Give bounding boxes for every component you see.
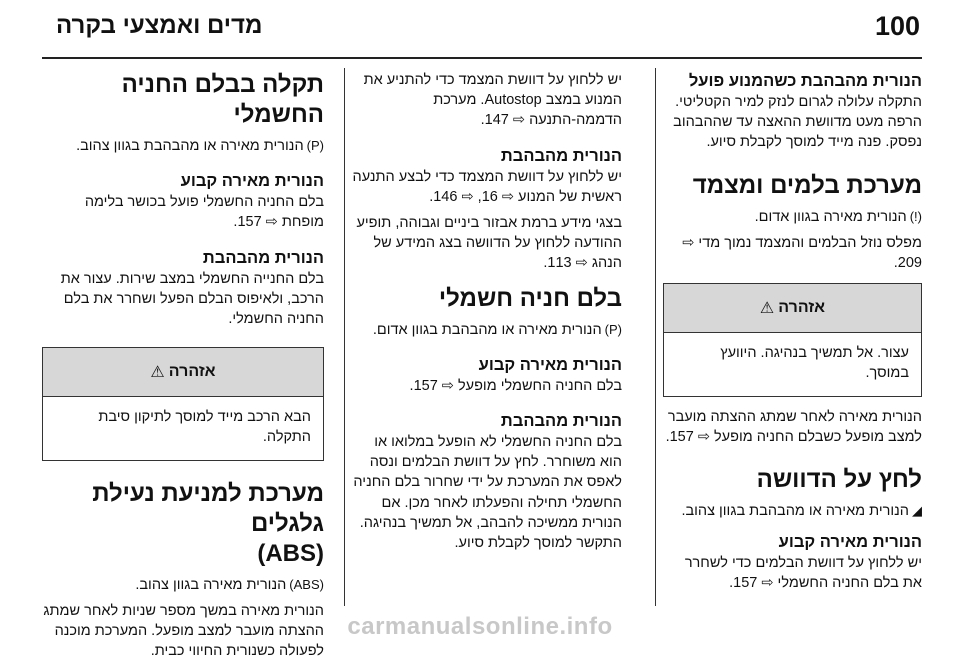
warning-text: עצור. אל תמשיך בנהיגה. היוועץ במוסך. <box>720 345 909 382</box>
chapter-title: מדים ואמצעי בקרה <box>56 12 263 39</box>
warning-box-fault <box>42 347 324 460</box>
heading-fault-steady: הנורית מאירה קבוע <box>180 172 324 191</box>
column-divider-right <box>655 68 656 606</box>
heading-pedal-steady: הנורית מאירה קבוע <box>778 533 922 552</box>
warning-triangle-icon: ⚠ <box>759 300 775 318</box>
heading-blink-2: הנורית מהבהבת <box>500 412 622 431</box>
text-park-active: התקלה עלולה לגרום לנזק למיר הקטליטי. הרפה מעט מדוושת ההאצה עד שההבהוב נפסק. פנה מייד למוסך לקבלת סיוע. <box>673 94 922 151</box>
text-blink-1b: בצגי מידע ברמת אבזור ביניים וגבוהה, תופיע ההודעה ללחוץ על הדוושה בצג המידע של הנהג ⇨ 113. <box>356 215 622 272</box>
column-left <box>42 70 324 661</box>
column-right <box>663 70 922 594</box>
heading-steady: הנורית מאירה קבוע <box>478 355 622 374</box>
text-brake-clutch-2: מפלס נוזל הבלמים והמצמד נמוך מדי ⇨ 209. <box>682 234 922 272</box>
warning-text: הבא הרכב מייד למוסך לתיקון סיבת התקלה. <box>98 409 311 446</box>
pedal-icon: ◢ <box>912 503 922 519</box>
heading-brake-fault: תקלה בבלם החניה החשמלי <box>121 71 324 128</box>
watermark: carmanualsonline.info <box>347 613 613 640</box>
heading-blink-1: הנורית מהבהבת <box>500 146 622 165</box>
text-brake-clutch-1: (!)הנורית מאירה בגוון אדום. <box>663 207 922 227</box>
text-steady: בלם החניה החשמלי מופעל ⇨ 157. <box>409 377 622 394</box>
column-divider-left <box>344 68 345 606</box>
text-blink-2: בלם החניה החשמלי לא הופעל במלואו או הוא משוחרר. לחץ על דוושת הבלמים ונסה לאפס את המערכת על ידי שחרור בלם החניה החשמלי תחילה והפעלתו לאחר מכן. אם הנורית ממשיכה להבהב, אל תמשיך בנהיגה. התקשר למוסך לקבלת סיוע. <box>353 434 622 552</box>
text-after-warning: הנורית מאירה לאחר שמתג ההצתה מועבר למצב מופעל כשבלם החניה מופעל ⇨ 157. <box>665 408 922 445</box>
heading-fault-blink: הנורית מהבהבת <box>202 248 324 267</box>
heading-park-active: הנורית מהבהבת כשהמנוע פועל <box>688 72 922 90</box>
warning-header: אזהרה ⚠ <box>664 284 921 333</box>
column-middle <box>352 70 622 553</box>
heading-abs-line2: (ABS) <box>257 539 324 567</box>
warning-triangle-icon: ⚠ <box>150 364 165 382</box>
heading-press-pedal: לחץ על הדוושה <box>756 466 922 494</box>
page-header <box>0 0 960 52</box>
warning-box-brake <box>663 283 922 396</box>
heading-brake-clutch: מערכת בלמים ומצמד <box>692 171 922 199</box>
text-fault-steady: בלם החניה החשמלי פועל בכושר בלימה מופחת ⇨ 157. <box>84 194 324 231</box>
page-number: 100 <box>874 10 920 41</box>
brake-fault-icon: (P) <box>306 138 324 153</box>
text-blink-1: יש ללחוץ על דוושת המצמד כדי לבצע התנעה ראשית של המנוע ⇨ 16, ⇨ 146. <box>352 168 622 205</box>
text-pedal-steady: יש ללחוץ על דוושת הבלמים כדי לשחרר את בלם החניה החשמלי ⇨ 157. <box>684 555 922 592</box>
text-brake-fault: (P)הנורית מאירה או מהבהבת בגוון צהוב. <box>42 136 324 156</box>
brake-warning-icon: (!) <box>909 208 922 224</box>
parking-brake-icon: (P) <box>604 321 622 337</box>
header-rule <box>42 57 922 59</box>
text-autostop: יש ללחוץ על דוושת המצמד כדי להתניע את המנוע במצב Autostop. מערכת הדממה-התנעה ⇨ 147. <box>363 72 622 129</box>
abs-icon: (ABS) <box>289 576 324 592</box>
text-press-pedal: ◢הנורית מאירה או מהבהבת בגוון צהוב. <box>663 501 922 521</box>
text-abs-2: הנורית מאירה במשך מספר שניות לאחר שמתג ההצתה מועבר למצב מופעל. המערכת מוכנה לפעולה כשנורית החיווי כבית. <box>43 602 324 660</box>
text-fault-blink: בלם החנייה החשמלי במצב שירות. עצור את הרכב, ולאיפוס הבלם הפעל ושחרר את בלם החניה החשמלי. <box>60 270 324 328</box>
warning-header: אזהרה ⚠ <box>43 348 323 397</box>
heading-abs-line1: מערכת למניעת נעילת גלגלים <box>92 479 324 537</box>
heading-electric-brake: בלם חניה חשמלי <box>438 284 622 312</box>
text-abs-1: (ABS)הנורית מאירה בגוון צהוב. <box>42 575 324 595</box>
text-electric-brake: (P)הנורית מאירה או מהבהבת בגוון אדום. <box>352 320 622 340</box>
